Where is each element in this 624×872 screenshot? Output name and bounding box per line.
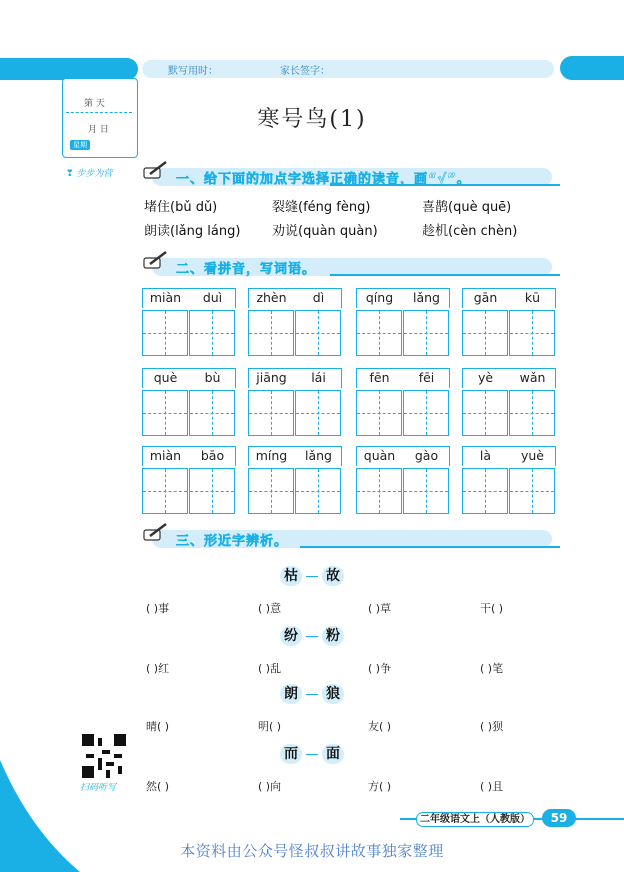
pair-character: 朗 [280, 684, 302, 704]
character-writing-box[interactable] [403, 390, 449, 436]
fill-blank-item[interactable]: 然( ) [146, 780, 170, 793]
pinyin-syllable: miàn [149, 290, 182, 305]
character-writing-box[interactable] [509, 390, 555, 436]
section-3-line [300, 546, 560, 548]
pinyin-row [356, 368, 450, 388]
time-label: 默写用时： [168, 66, 218, 77]
calendar-ring [104, 70, 112, 78]
pair-character: 面 [322, 744, 344, 764]
pinyin-word-box [248, 446, 342, 516]
character-writing-box[interactable] [248, 310, 294, 356]
motto-text: 步步为营 [76, 169, 113, 179]
source-notice: 本资料由公众号怪叔叔讲故事独家整理 [180, 842, 444, 860]
pencil-icon [142, 250, 168, 272]
pinyin-syllable: yè [477, 370, 494, 385]
pair-character: 枯 [280, 566, 302, 586]
page-title: 寒号鸟(1) [257, 107, 367, 132]
character-writing-box[interactable] [356, 468, 402, 514]
pinyin-word-box [356, 288, 450, 358]
pinyin-syllable: fēi [418, 370, 435, 385]
pinyin-syllable: quàn [363, 448, 396, 463]
pinyin-row [248, 446, 342, 466]
parent-sign-label: 家长签字： [280, 66, 330, 77]
calendar-ring [88, 70, 96, 78]
header-bar-right [560, 56, 624, 80]
character-writing-box[interactable] [356, 310, 402, 356]
choice-item[interactable]: 喜鹊(què quē) [422, 200, 512, 215]
pinyin-syllable: kū [524, 290, 541, 305]
character-writing-box[interactable] [295, 468, 341, 514]
pinyin-word-box [248, 288, 342, 358]
pinyin-syllable: fēn [369, 370, 390, 385]
section-2-line [330, 274, 560, 276]
pinyin-word-box [462, 288, 556, 358]
character-writing-box[interactable] [509, 310, 555, 356]
footprint-icon: ❣ [66, 169, 74, 179]
fill-blank-item[interactable]: 明( ) [258, 720, 282, 733]
character-pair [0, 626, 624, 646]
character-writing-box[interactable] [403, 468, 449, 514]
pinyin-word-box [356, 368, 450, 438]
pinyin-syllable: duì [202, 290, 223, 305]
pinyin-word-box [248, 368, 342, 438]
qr-code-icon[interactable] [82, 734, 126, 778]
pinyin-row [248, 288, 342, 308]
character-writing-box[interactable] [248, 468, 294, 514]
fill-blank-item[interactable]: ( )向 [258, 780, 282, 793]
fill-blank-item[interactable]: ( )狈 [480, 720, 504, 733]
pinyin-row [142, 368, 236, 388]
fill-blank-item[interactable]: 友( ) [368, 720, 392, 733]
pair-character: 粉 [322, 626, 344, 646]
section-3-heading: 三、形近字辨析。 [176, 534, 289, 549]
character-writing-box[interactable] [142, 390, 188, 436]
pinyin-row [142, 446, 236, 466]
character-writing-box[interactable] [403, 310, 449, 356]
fill-blank-item[interactable]: ( )笔 [480, 662, 504, 675]
pinyin-syllable: yuè [520, 448, 544, 463]
calendar-ring [120, 70, 128, 78]
pinyin-word-box [142, 368, 236, 438]
pinyin-syllable: dì [312, 290, 325, 305]
fill-blank-item[interactable]: ( )乱 [258, 662, 282, 675]
side-motto [66, 166, 112, 179]
pinyin-row [356, 446, 450, 466]
pinyin-syllable: wǎn [519, 370, 546, 385]
pinyin-row [142, 288, 236, 308]
character-pair [0, 684, 624, 704]
pair-character: 而 [280, 744, 302, 764]
fill-blank-item[interactable]: 方( ) [368, 780, 392, 793]
calendar-day: 第 天 [84, 99, 105, 109]
pinyin-row [248, 368, 342, 388]
fill-blank-item[interactable]: ( )且 [480, 780, 504, 793]
fill-blank-item[interactable]: ( )争 [368, 662, 392, 675]
choice-item[interactable]: 裂缝(féng fèng) [272, 200, 371, 215]
pinyin-row [462, 288, 556, 308]
pinyin-word-box [142, 288, 236, 358]
pinyin-row [462, 368, 556, 388]
pinyin-word-box [462, 368, 556, 438]
pinyin-syllable: bāo [200, 448, 225, 463]
pinyin-syllable: bù [204, 370, 221, 385]
fill-blank-item[interactable]: ( )事 [146, 602, 170, 615]
pinyin-syllable: gān [473, 290, 498, 305]
pinyin-row [462, 446, 556, 466]
pair-character: 故 [322, 566, 344, 586]
pinyin-syllable: miàn [149, 448, 182, 463]
header-bar-left [0, 58, 138, 80]
fill-blank-item[interactable]: ( )意 [258, 602, 282, 615]
character-writing-box[interactable] [509, 468, 555, 514]
weekday-badge: 星期 [70, 140, 90, 150]
pinyin-syllable: lǎng [305, 448, 332, 463]
character-writing-box[interactable] [189, 310, 235, 356]
fill-blank-item[interactable]: ( )红 [146, 662, 170, 675]
character-writing-box[interactable] [142, 310, 188, 356]
pair-character: 纷 [280, 626, 302, 646]
pinyin-syllable: qíng [365, 290, 394, 305]
section-1-heading: 一、给下面的加点字选择正确的读音，画“√”。 [176, 172, 471, 187]
pinyin-word-box [356, 446, 450, 516]
pinyin-syllable: lái [311, 370, 326, 385]
pencil-icon [142, 522, 168, 544]
book-title: 二年级语文上（人教版） [416, 812, 534, 827]
pair-character: 狼 [322, 684, 344, 704]
choice-item[interactable]: 趁机(cèn chèn) [422, 224, 518, 239]
pinyin-word-box [462, 446, 556, 516]
pair-dash [306, 754, 318, 755]
pinyin-syllable: lǎng [413, 290, 440, 305]
section-2-heading: 二、看拼音，写词语。 [176, 262, 317, 277]
character-writing-box[interactable] [462, 390, 508, 436]
pinyin-word-box [142, 446, 236, 516]
character-writing-box[interactable] [248, 390, 294, 436]
pencil-icon [142, 160, 168, 182]
fill-blank-item[interactable]: ( )草 [368, 602, 392, 615]
pinyin-syllable: zhèn [256, 290, 287, 305]
choice-item[interactable]: 堵住(bǔ dǔ) [144, 200, 218, 215]
pinyin-syllable: míng [255, 448, 288, 463]
pinyin-row [356, 288, 450, 308]
pinyin-syllable: gào [414, 448, 439, 463]
character-writing-box[interactable] [462, 468, 508, 514]
pinyin-syllable: là [479, 448, 492, 463]
character-writing-box[interactable] [189, 390, 235, 436]
calendar-ring [72, 70, 80, 78]
character-writing-box[interactable] [142, 468, 188, 514]
pair-dash [306, 694, 318, 695]
character-writing-box[interactable] [356, 390, 402, 436]
character-writing-box[interactable] [189, 468, 235, 514]
pair-dash [306, 636, 318, 637]
pinyin-syllable: què [153, 370, 178, 385]
pair-dash [306, 576, 318, 577]
page-number: 59 [542, 809, 576, 827]
character-writing-box[interactable] [295, 390, 341, 436]
pinyin-syllable: jiāng [256, 370, 287, 385]
character-pair [0, 566, 624, 586]
qr-label: 扫码听写 [80, 783, 117, 793]
choice-item[interactable]: 朗读(lǎng láng) [144, 224, 241, 239]
fill-blank-item[interactable]: 晴( ) [146, 720, 170, 733]
character-writing-box[interactable] [295, 310, 341, 356]
choice-item[interactable]: 劝说(quàn quàn) [272, 224, 378, 239]
character-writing-box[interactable] [462, 310, 508, 356]
calendar-date: 月 日 [88, 125, 109, 135]
fill-blank-item[interactable]: 干( ) [480, 602, 504, 615]
